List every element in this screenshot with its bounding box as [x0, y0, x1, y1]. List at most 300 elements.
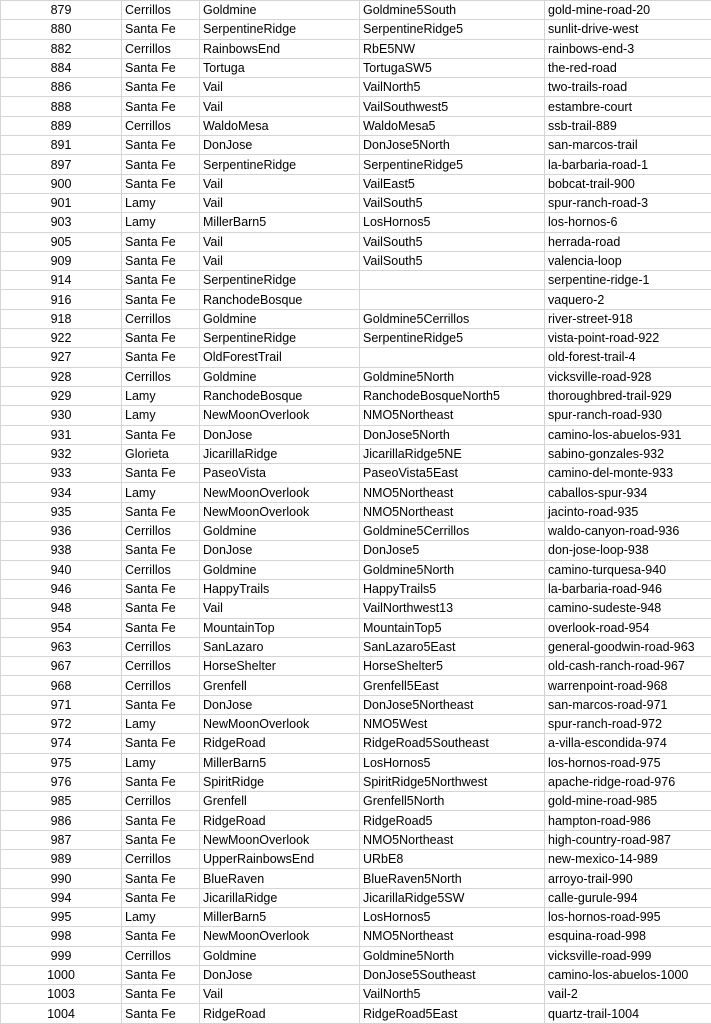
- town-cell[interactable]: Santa Fe: [122, 78, 200, 97]
- town-cell[interactable]: Cerrillos: [122, 792, 200, 811]
- id-cell[interactable]: 918: [1, 309, 122, 328]
- road-cell[interactable]: serpentine-ridge-1: [545, 271, 711, 290]
- road-cell[interactable]: camino-los-abuelos-931: [545, 425, 711, 444]
- id-cell[interactable]: 963: [1, 637, 122, 656]
- zone-cell[interactable]: NMO5Northeast: [360, 502, 545, 521]
- road-cell[interactable]: los-hornos-road-975: [545, 753, 711, 772]
- zone-cell[interactable]: URbE8: [360, 850, 545, 869]
- road-cell[interactable]: new-mexico-14-989: [545, 850, 711, 869]
- zone-cell[interactable]: [360, 290, 545, 309]
- zone-cell[interactable]: HappyTrails5: [360, 579, 545, 598]
- road-cell[interactable]: don-jose-loop-938: [545, 541, 711, 560]
- id-cell[interactable]: 901: [1, 193, 122, 212]
- area-cell[interactable]: Goldmine: [200, 1, 360, 20]
- id-cell[interactable]: 999: [1, 946, 122, 965]
- area-cell[interactable]: MillerBarn5: [200, 907, 360, 926]
- town-cell[interactable]: Santa Fe: [122, 579, 200, 598]
- area-cell[interactable]: MillerBarn5: [200, 753, 360, 772]
- town-cell[interactable]: Santa Fe: [122, 155, 200, 174]
- table-row: [1, 348, 711, 367]
- road-cell[interactable]: estambre-court: [545, 97, 711, 116]
- area-cell[interactable]: Vail: [200, 251, 360, 270]
- zone-cell[interactable]: NMO5West: [360, 714, 545, 733]
- zone-cell[interactable]: DonJose5: [360, 541, 545, 560]
- zone-cell[interactable]: DonJose5North: [360, 425, 545, 444]
- table-row: [1, 1, 711, 20]
- area-cell[interactable]: DonJose: [200, 136, 360, 155]
- road-cell[interactable]: camino-turquesa-940: [545, 560, 711, 579]
- id-cell[interactable]: 933: [1, 464, 122, 483]
- area-cell[interactable]: NewMoonOverlook: [200, 502, 360, 521]
- area-cell[interactable]: HappyTrails: [200, 579, 360, 598]
- table-row: [1, 560, 711, 579]
- town-cell[interactable]: Cerrillos: [122, 522, 200, 541]
- zone-cell[interactable]: DonJose5North: [360, 136, 545, 155]
- table-row: [1, 676, 711, 695]
- id-cell[interactable]: 987: [1, 830, 122, 849]
- zone-cell[interactable]: DonJose5Northeast: [360, 695, 545, 714]
- table-row: [1, 657, 711, 676]
- road-cell[interactable]: river-street-918: [545, 309, 711, 328]
- id-cell[interactable]: 998: [1, 927, 122, 946]
- id-cell[interactable]: 916: [1, 290, 122, 309]
- area-cell[interactable]: Vail: [200, 193, 360, 212]
- zone-cell[interactable]: NMO5Northeast: [360, 406, 545, 425]
- road-cell[interactable]: caballos-spur-934: [545, 483, 711, 502]
- town-cell[interactable]: Lamy: [122, 386, 200, 405]
- id-cell[interactable]: 985: [1, 792, 122, 811]
- road-cell[interactable]: vicksville-road-928: [545, 367, 711, 386]
- area-cell[interactable]: Vail: [200, 174, 360, 193]
- table-row: [1, 753, 711, 772]
- area-cell[interactable]: BlueRaven: [200, 869, 360, 888]
- id-cell[interactable]: 886: [1, 78, 122, 97]
- road-cell[interactable]: la-barbaria-road-1: [545, 155, 711, 174]
- road-cell[interactable]: jacinto-road-935: [545, 502, 711, 521]
- id-cell[interactable]: 975: [1, 753, 122, 772]
- town-cell[interactable]: Santa Fe: [122, 232, 200, 251]
- area-cell[interactable]: SerpentineRidge: [200, 155, 360, 174]
- zone-cell[interactable]: RbE5NW: [360, 39, 545, 58]
- zone-cell[interactable]: SerpentineRidge5: [360, 20, 545, 39]
- town-cell[interactable]: Santa Fe: [122, 271, 200, 290]
- town-cell[interactable]: Cerrillos: [122, 116, 200, 135]
- area-cell[interactable]: Vail: [200, 232, 360, 251]
- table-row: [1, 116, 711, 135]
- id-cell[interactable]: 922: [1, 329, 122, 348]
- road-cell[interactable]: la-barbaria-road-946: [545, 579, 711, 598]
- area-cell[interactable]: Goldmine: [200, 309, 360, 328]
- town-cell[interactable]: Santa Fe: [122, 618, 200, 637]
- road-cell[interactable]: camino-sudeste-948: [545, 599, 711, 618]
- town-cell[interactable]: Santa Fe: [122, 869, 200, 888]
- zone-cell[interactable]: SerpentineRidge5: [360, 155, 545, 174]
- table-row: [1, 734, 711, 753]
- zone-cell[interactable]: [360, 348, 545, 367]
- road-cell[interactable]: rainbows-end-3: [545, 39, 711, 58]
- area-cell[interactable]: RainbowsEnd: [200, 39, 360, 58]
- town-cell[interactable]: Cerrillos: [122, 309, 200, 328]
- road-cell[interactable]: old-cash-ranch-road-967: [545, 657, 711, 676]
- town-cell[interactable]: Cerrillos: [122, 39, 200, 58]
- table-row: [1, 579, 711, 598]
- id-cell[interactable]: 971: [1, 695, 122, 714]
- table-row: [1, 772, 711, 791]
- road-cell[interactable]: spur-ranch-road-930: [545, 406, 711, 425]
- id-cell[interactable]: 880: [1, 20, 122, 39]
- area-cell[interactable]: PaseoVista: [200, 464, 360, 483]
- id-cell[interactable]: 946: [1, 579, 122, 598]
- area-cell[interactable]: DonJose: [200, 695, 360, 714]
- road-cell[interactable]: sabino-gonzales-932: [545, 444, 711, 463]
- zone-cell[interactable]: Goldmine5South: [360, 1, 545, 20]
- road-cell[interactable]: spur-ranch-road-972: [545, 714, 711, 733]
- id-cell[interactable]: 986: [1, 811, 122, 830]
- zone-cell[interactable]: VailNorth5: [360, 985, 545, 1004]
- table-row: [1, 985, 711, 1004]
- town-cell[interactable]: Santa Fe: [122, 136, 200, 155]
- town-cell[interactable]: Santa Fe: [122, 811, 200, 830]
- zone-cell[interactable]: TortugaSW5: [360, 58, 545, 77]
- town-cell[interactable]: Cerrillos: [122, 657, 200, 676]
- area-cell[interactable]: Vail: [200, 985, 360, 1004]
- id-cell[interactable]: 938: [1, 541, 122, 560]
- town-cell[interactable]: Lamy: [122, 406, 200, 425]
- area-cell[interactable]: NewMoonOverlook: [200, 714, 360, 733]
- id-cell[interactable]: 954: [1, 618, 122, 637]
- spreadsheet-body: [1, 1, 711, 1024]
- zone-cell[interactable]: VailSouth5: [360, 193, 545, 212]
- area-cell[interactable]: Goldmine: [200, 946, 360, 965]
- id-cell[interactable]: 900: [1, 174, 122, 193]
- town-cell[interactable]: Santa Fe: [122, 1004, 200, 1023]
- id-cell[interactable]: 888: [1, 97, 122, 116]
- town-cell[interactable]: Santa Fe: [122, 97, 200, 116]
- id-cell[interactable]: 882: [1, 39, 122, 58]
- area-cell[interactable]: Goldmine: [200, 560, 360, 579]
- table-row: [1, 637, 711, 656]
- area-cell[interactable]: Goldmine: [200, 522, 360, 541]
- area-cell[interactable]: RanchodeBosque: [200, 386, 360, 405]
- town-cell[interactable]: Santa Fe: [122, 734, 200, 753]
- table-row: [1, 155, 711, 174]
- road-cell[interactable]: the-red-road: [545, 58, 711, 77]
- zone-cell[interactable]: VailSouth5: [360, 232, 545, 251]
- road-cell[interactable]: spur-ranch-road-3: [545, 193, 711, 212]
- id-cell[interactable]: 968: [1, 676, 122, 695]
- road-cell[interactable]: san-marcos-road-971: [545, 695, 711, 714]
- zone-cell[interactable]: NMO5Northeast: [360, 927, 545, 946]
- town-cell[interactable]: Cerrillos: [122, 676, 200, 695]
- zone-cell[interactable]: SanLazaro5East: [360, 637, 545, 656]
- area-cell[interactable]: NewMoonOverlook: [200, 406, 360, 425]
- zone-cell[interactable]: Goldmine5Cerrillos: [360, 309, 545, 328]
- road-cell[interactable]: thoroughbred-trail-929: [545, 386, 711, 405]
- zone-cell[interactable]: MountainTop5: [360, 618, 545, 637]
- road-cell[interactable]: two-trails-road: [545, 78, 711, 97]
- id-cell[interactable]: 935: [1, 502, 122, 521]
- town-cell[interactable]: Santa Fe: [122, 425, 200, 444]
- id-cell[interactable]: 930: [1, 406, 122, 425]
- town-cell[interactable]: Santa Fe: [122, 830, 200, 849]
- id-cell[interactable]: 976: [1, 772, 122, 791]
- id-cell[interactable]: 931: [1, 425, 122, 444]
- road-cell[interactable]: vail-2: [545, 985, 711, 1004]
- zone-cell[interactable]: Goldmine5Cerrillos: [360, 522, 545, 541]
- town-cell[interactable]: Cerrillos: [122, 1, 200, 20]
- road-cell[interactable]: vaquero-2: [545, 290, 711, 309]
- id-cell[interactable]: 897: [1, 155, 122, 174]
- road-cell[interactable]: quartz-trail-1004: [545, 1004, 711, 1023]
- area-cell[interactable]: SerpentineRidge: [200, 20, 360, 39]
- road-cell[interactable]: herrada-road: [545, 232, 711, 251]
- town-cell[interactable]: Santa Fe: [122, 502, 200, 521]
- town-cell[interactable]: Lamy: [122, 213, 200, 232]
- road-cell[interactable]: hampton-road-986: [545, 811, 711, 830]
- area-cell[interactable]: SanLazaro: [200, 637, 360, 656]
- id-cell[interactable]: 1004: [1, 1004, 122, 1023]
- id-cell[interactable]: 948: [1, 599, 122, 618]
- road-cell[interactable]: overlook-road-954: [545, 618, 711, 637]
- zone-cell[interactable]: BlueRaven5North: [360, 869, 545, 888]
- area-cell[interactable]: DonJose: [200, 965, 360, 984]
- road-cell[interactable]: esquina-road-998: [545, 927, 711, 946]
- table-row: [1, 367, 711, 386]
- town-cell[interactable]: Cerrillos: [122, 637, 200, 656]
- road-cell[interactable]: gold-mine-road-985: [545, 792, 711, 811]
- town-cell[interactable]: Santa Fe: [122, 251, 200, 270]
- zone-cell[interactable]: VailEast5: [360, 174, 545, 193]
- area-cell[interactable]: NewMoonOverlook: [200, 830, 360, 849]
- area-cell[interactable]: RanchodeBosque: [200, 290, 360, 309]
- town-cell[interactable]: Lamy: [122, 193, 200, 212]
- zone-cell[interactable]: VailNorthwest13: [360, 599, 545, 618]
- town-cell[interactable]: Lamy: [122, 907, 200, 926]
- table-row: [1, 444, 711, 463]
- table-row: [1, 97, 711, 116]
- zone-cell[interactable]: JicarillaRidge5SW: [360, 888, 545, 907]
- area-cell[interactable]: Vail: [200, 78, 360, 97]
- area-cell[interactable]: Vail: [200, 97, 360, 116]
- zone-cell[interactable]: SpiritRidge5Northwest: [360, 772, 545, 791]
- table-row: [1, 618, 711, 637]
- area-cell[interactable]: NewMoonOverlook: [200, 927, 360, 946]
- town-cell[interactable]: Cerrillos: [122, 560, 200, 579]
- road-cell[interactable]: general-goodwin-road-963: [545, 637, 711, 656]
- zone-cell[interactable]: Grenfell5East: [360, 676, 545, 695]
- id-cell[interactable]: 994: [1, 888, 122, 907]
- town-cell[interactable]: Cerrillos: [122, 850, 200, 869]
- area-cell[interactable]: MountainTop: [200, 618, 360, 637]
- town-cell[interactable]: Lamy: [122, 714, 200, 733]
- zone-cell[interactable]: [360, 271, 545, 290]
- area-cell[interactable]: DonJose: [200, 425, 360, 444]
- zone-cell[interactable]: NMO5Northeast: [360, 483, 545, 502]
- area-cell[interactable]: DonJose: [200, 541, 360, 560]
- table-row: [1, 946, 711, 965]
- area-cell[interactable]: Grenfell: [200, 792, 360, 811]
- area-cell[interactable]: Grenfell: [200, 676, 360, 695]
- town-cell[interactable]: Lamy: [122, 483, 200, 502]
- table-row: [1, 907, 711, 926]
- id-cell[interactable]: 909: [1, 251, 122, 270]
- zone-cell[interactable]: LosHornos5: [360, 213, 545, 232]
- id-cell[interactable]: 967: [1, 657, 122, 676]
- road-cell[interactable]: los-hornos-6: [545, 213, 711, 232]
- zone-cell[interactable]: PaseoVista5East: [360, 464, 545, 483]
- zone-cell[interactable]: RanchodeBosqueNorth5: [360, 386, 545, 405]
- id-cell[interactable]: 974: [1, 734, 122, 753]
- road-cell[interactable]: san-marcos-trail: [545, 136, 711, 155]
- town-cell[interactable]: Santa Fe: [122, 329, 200, 348]
- town-cell[interactable]: Santa Fe: [122, 888, 200, 907]
- area-cell[interactable]: Tortuga: [200, 58, 360, 77]
- zone-cell[interactable]: Goldmine5North: [360, 367, 545, 386]
- zone-cell[interactable]: LosHornos5: [360, 753, 545, 772]
- road-cell[interactable]: apache-ridge-road-976: [545, 772, 711, 791]
- area-cell[interactable]: RidgeRoad: [200, 811, 360, 830]
- road-cell[interactable]: a-villa-escondida-974: [545, 734, 711, 753]
- town-cell[interactable]: Lamy: [122, 753, 200, 772]
- area-cell[interactable]: JicarillaRidge: [200, 444, 360, 463]
- table-row: [1, 406, 711, 425]
- area-cell[interactable]: MillerBarn5: [200, 213, 360, 232]
- table-row: [1, 541, 711, 560]
- road-cell[interactable]: los-hornos-road-995: [545, 907, 711, 926]
- id-cell[interactable]: 989: [1, 850, 122, 869]
- id-cell[interactable]: 929: [1, 386, 122, 405]
- zone-cell[interactable]: SerpentineRidge5: [360, 329, 545, 348]
- area-cell[interactable]: UpperRainbowsEnd: [200, 850, 360, 869]
- road-cell[interactable]: vista-point-road-922: [545, 329, 711, 348]
- town-cell[interactable]: Glorieta: [122, 444, 200, 463]
- zone-cell[interactable]: DonJose5Southeast: [360, 965, 545, 984]
- town-cell[interactable]: Santa Fe: [122, 695, 200, 714]
- town-cell[interactable]: Santa Fe: [122, 985, 200, 1004]
- zone-cell[interactable]: JicarillaRidge5NE: [360, 444, 545, 463]
- town-cell[interactable]: Cerrillos: [122, 367, 200, 386]
- road-cell[interactable]: old-forest-trail-4: [545, 348, 711, 367]
- zone-cell[interactable]: NMO5Northeast: [360, 830, 545, 849]
- table-row: [1, 792, 711, 811]
- id-cell[interactable]: 927: [1, 348, 122, 367]
- table-row: [1, 850, 711, 869]
- zone-cell[interactable]: VailSouthwest5: [360, 97, 545, 116]
- road-cell[interactable]: calle-gurule-994: [545, 888, 711, 907]
- area-cell[interactable]: SerpentineRidge: [200, 329, 360, 348]
- road-cell[interactable]: waldo-canyon-road-936: [545, 522, 711, 541]
- id-cell[interactable]: 879: [1, 1, 122, 20]
- id-cell[interactable]: 914: [1, 271, 122, 290]
- area-cell[interactable]: HorseShelter: [200, 657, 360, 676]
- id-cell[interactable]: 928: [1, 367, 122, 386]
- table-row: [1, 888, 711, 907]
- town-cell[interactable]: Santa Fe: [122, 772, 200, 791]
- id-cell[interactable]: 995: [1, 907, 122, 926]
- id-cell[interactable]: 889: [1, 116, 122, 135]
- road-cell[interactable]: valencia-loop: [545, 251, 711, 270]
- id-cell[interactable]: 934: [1, 483, 122, 502]
- id-cell[interactable]: 932: [1, 444, 122, 463]
- zone-cell[interactable]: RidgeRoad5East: [360, 1004, 545, 1023]
- area-cell[interactable]: SerpentineRidge: [200, 271, 360, 290]
- road-cell[interactable]: gold-mine-road-20: [545, 1, 711, 20]
- zone-cell[interactable]: RidgeRoad5: [360, 811, 545, 830]
- town-cell[interactable]: Santa Fe: [122, 464, 200, 483]
- town-cell[interactable]: Santa Fe: [122, 20, 200, 39]
- town-cell[interactable]: Santa Fe: [122, 174, 200, 193]
- road-cell[interactable]: warrenpoint-road-968: [545, 676, 711, 695]
- area-cell[interactable]: OldForestTrail: [200, 348, 360, 367]
- zone-cell[interactable]: Grenfell5North: [360, 792, 545, 811]
- zone-cell[interactable]: Goldmine5North: [360, 946, 545, 965]
- zone-cell[interactable]: VailNorth5: [360, 78, 545, 97]
- road-cell[interactable]: sunlit-drive-west: [545, 20, 711, 39]
- road-cell[interactable]: bobcat-trail-900: [545, 174, 711, 193]
- town-cell[interactable]: Santa Fe: [122, 348, 200, 367]
- zone-cell[interactable]: VailSouth5: [360, 251, 545, 270]
- town-cell[interactable]: Santa Fe: [122, 927, 200, 946]
- area-cell[interactable]: JicarillaRidge: [200, 888, 360, 907]
- area-cell[interactable]: Vail: [200, 599, 360, 618]
- area-cell[interactable]: RidgeRoad: [200, 1004, 360, 1023]
- table-row: [1, 329, 711, 348]
- zone-cell[interactable]: LosHornos5: [360, 907, 545, 926]
- table-row: [1, 1004, 711, 1023]
- area-cell[interactable]: NewMoonOverlook: [200, 483, 360, 502]
- area-cell[interactable]: RidgeRoad: [200, 734, 360, 753]
- table-row: [1, 290, 711, 309]
- road-cell[interactable]: camino-del-monte-933: [545, 464, 711, 483]
- town-cell[interactable]: Cerrillos: [122, 946, 200, 965]
- town-cell[interactable]: Santa Fe: [122, 965, 200, 984]
- town-cell[interactable]: Santa Fe: [122, 58, 200, 77]
- id-cell[interactable]: 884: [1, 58, 122, 77]
- table-row: [1, 78, 711, 97]
- town-cell[interactable]: Santa Fe: [122, 541, 200, 560]
- road-cell[interactable]: camino-los-abuelos-1000: [545, 965, 711, 984]
- id-cell[interactable]: 891: [1, 136, 122, 155]
- zone-cell[interactable]: WaldoMesa5: [360, 116, 545, 135]
- road-cell[interactable]: ssb-trail-889: [545, 116, 711, 135]
- area-cell[interactable]: SpiritRidge: [200, 772, 360, 791]
- zone-cell[interactable]: RidgeRoad5Southeast: [360, 734, 545, 753]
- table-row: [1, 251, 711, 270]
- id-cell[interactable]: 936: [1, 522, 122, 541]
- id-cell[interactable]: 972: [1, 714, 122, 733]
- road-cell[interactable]: high-country-road-987: [545, 830, 711, 849]
- town-cell[interactable]: Santa Fe: [122, 290, 200, 309]
- id-cell[interactable]: 990: [1, 869, 122, 888]
- table-row: [1, 425, 711, 444]
- area-cell[interactable]: WaldoMesa: [200, 116, 360, 135]
- table-row: [1, 232, 711, 251]
- id-cell[interactable]: 940: [1, 560, 122, 579]
- zone-cell[interactable]: Goldmine5North: [360, 560, 545, 579]
- table-row: [1, 213, 711, 232]
- road-cell[interactable]: vicksville-road-999: [545, 946, 711, 965]
- id-cell[interactable]: 905: [1, 232, 122, 251]
- id-cell[interactable]: 1003: [1, 985, 122, 1004]
- zone-cell[interactable]: HorseShelter5: [360, 657, 545, 676]
- id-cell[interactable]: 903: [1, 213, 122, 232]
- road-cell[interactable]: arroyo-trail-990: [545, 869, 711, 888]
- id-cell[interactable]: 1000: [1, 965, 122, 984]
- table-row: [1, 309, 711, 328]
- table-row: [1, 714, 711, 733]
- town-cell[interactable]: Santa Fe: [122, 599, 200, 618]
- area-cell[interactable]: Goldmine: [200, 367, 360, 386]
